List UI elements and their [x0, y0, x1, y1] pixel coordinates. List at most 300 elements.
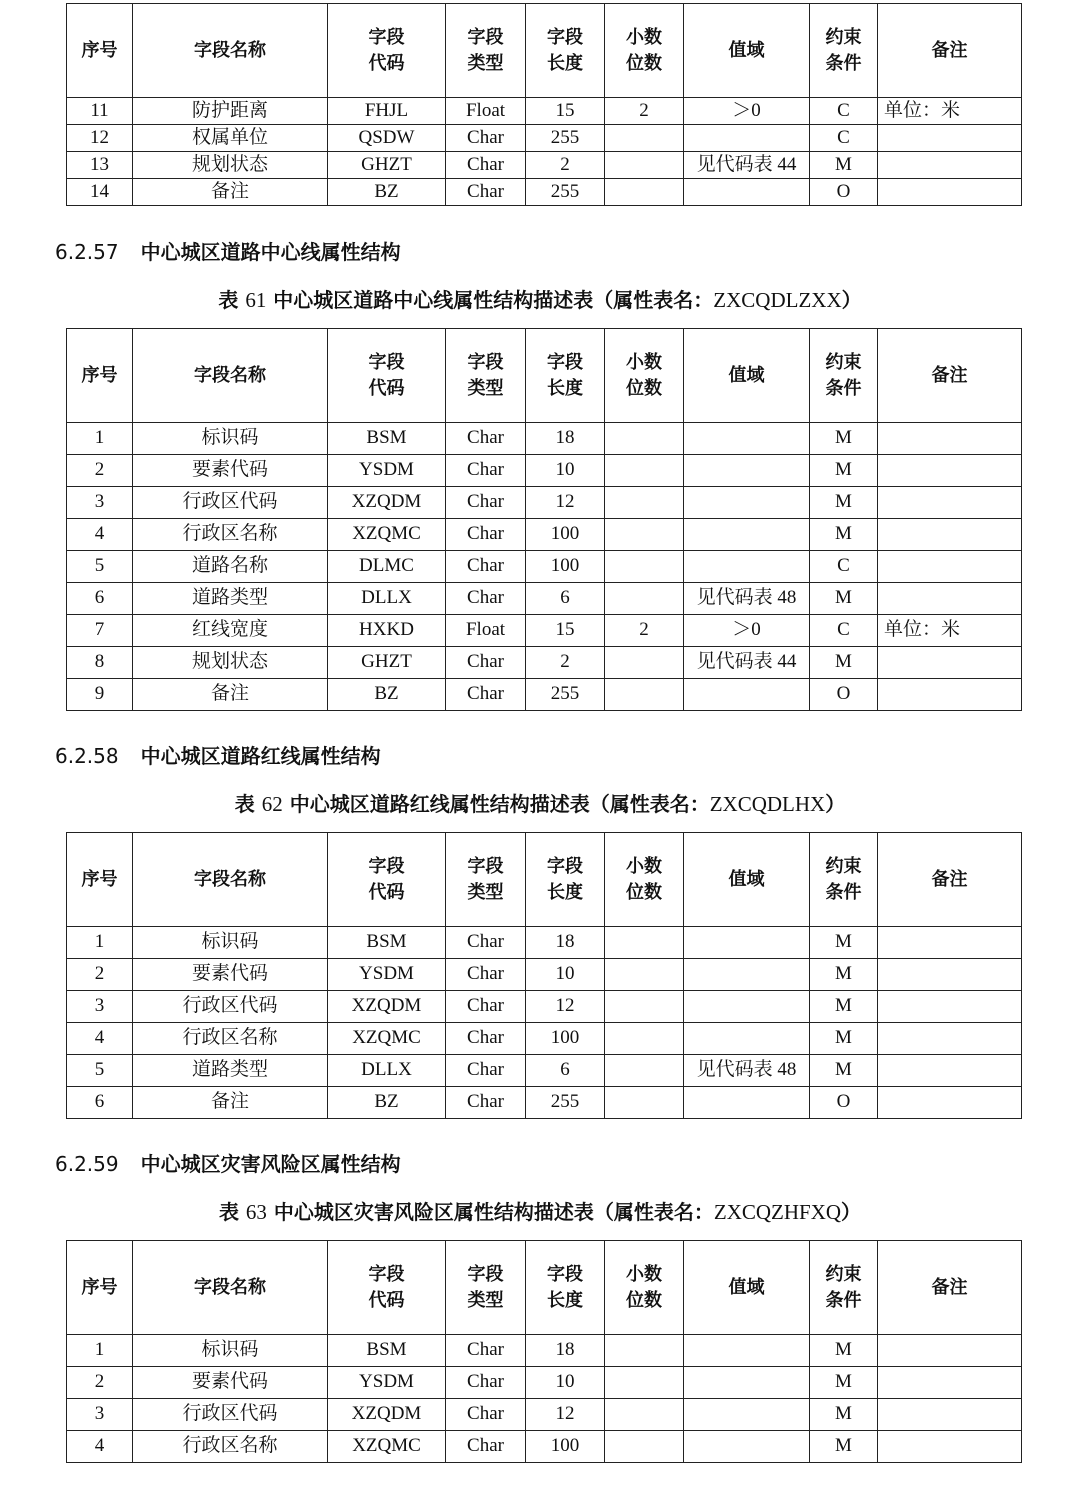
- value-domain-cell: 见代码表 48: [684, 1055, 810, 1087]
- field-type-cell: Char: [446, 583, 526, 615]
- constraint-cell: C: [810, 125, 878, 152]
- field-name-cell: 要素代码: [133, 1367, 328, 1399]
- field-length-cell: 18: [526, 1335, 605, 1367]
- decimal-cell: [605, 1399, 684, 1431]
- table-row: [67, 583, 1022, 615]
- value-domain-cell: [684, 1023, 810, 1055]
- seq-cell: 13: [67, 152, 133, 179]
- field-type-cell: Char: [446, 1087, 526, 1119]
- note-cell: [878, 927, 1022, 959]
- constraint-cell: M: [810, 455, 878, 487]
- note-cell: [878, 959, 1022, 991]
- constraint-cell: C: [810, 551, 878, 583]
- decimal-cell: 2: [605, 615, 684, 647]
- value-domain-cell: [684, 125, 810, 152]
- seq-cell: 2: [67, 455, 133, 487]
- decimal-cell: [605, 152, 684, 179]
- table-row: [67, 1335, 1022, 1367]
- constraint-cell: M: [810, 927, 878, 959]
- field-name-cell: 要素代码: [133, 959, 328, 991]
- field-type-cell: Char: [446, 487, 526, 519]
- caption-code: ZXCQDLZXX: [713, 288, 842, 312]
- header-decimal: 小数 位数: [605, 329, 684, 423]
- field-name-cell: 备注: [133, 179, 328, 206]
- header-row: [67, 833, 1022, 927]
- seq-cell: 9: [67, 679, 133, 711]
- header-field-code: 字段 代码: [328, 833, 446, 927]
- table-row: [67, 1431, 1022, 1463]
- note-cell: [878, 455, 1022, 487]
- field-length-cell: 12: [526, 1399, 605, 1431]
- value-domain-cell: 见代码表 44: [684, 647, 810, 679]
- value-domain-cell: [684, 519, 810, 551]
- table-row: [67, 959, 1022, 991]
- field-length-cell: 2: [526, 647, 605, 679]
- seq-cell: 2: [67, 959, 133, 991]
- field-code-cell: YSDM: [328, 1367, 446, 1399]
- table-row: [67, 125, 1022, 152]
- caption-label: 表: [234, 792, 255, 816]
- constraint-cell: M: [810, 423, 878, 455]
- caption-label: 表: [218, 288, 239, 312]
- header-decimal: 小数 位数: [605, 1241, 684, 1335]
- field-type-cell: Char: [446, 927, 526, 959]
- seq-cell: 1: [67, 1335, 133, 1367]
- table-row: [67, 927, 1022, 959]
- value-domain-cell: ＞0: [684, 98, 810, 125]
- section-title: 中心城区灾害风险区属性结构: [140, 1152, 401, 1176]
- header-field-code: 字段 代码: [328, 329, 446, 423]
- constraint-cell: M: [810, 1431, 878, 1463]
- field-type-cell: Char: [446, 519, 526, 551]
- note-cell: [878, 1367, 1022, 1399]
- header-value-domain: 值域: [684, 4, 810, 98]
- note-cell: [878, 647, 1022, 679]
- header-field-name: 字段名称: [133, 329, 328, 423]
- field-type-cell: Char: [446, 959, 526, 991]
- seq-cell: 6: [67, 1087, 133, 1119]
- header-field-length: 字段 长度: [526, 329, 605, 423]
- header-constraint: 约束 条件: [810, 833, 878, 927]
- caption-code: ZXCQZHFXQ: [713, 1200, 842, 1224]
- value-domain-cell: [684, 487, 810, 519]
- constraint-cell: M: [810, 519, 878, 551]
- field-type-cell: Char: [446, 551, 526, 583]
- field-length-cell: 18: [526, 927, 605, 959]
- decimal-cell: [605, 551, 684, 583]
- field-length-cell: 255: [526, 1087, 605, 1119]
- decimal-cell: [605, 423, 684, 455]
- note-cell: [878, 152, 1022, 179]
- field-length-cell: 18: [526, 423, 605, 455]
- table-62: [66, 832, 1022, 1119]
- section-number: 6.2.58: [55, 744, 119, 768]
- field-length-cell: 10: [526, 1367, 605, 1399]
- seq-cell: 7: [67, 615, 133, 647]
- field-name-cell: 标识码: [133, 423, 328, 455]
- header-field-name: 字段名称: [133, 1241, 328, 1335]
- constraint-cell: M: [810, 991, 878, 1023]
- value-domain-cell: [684, 423, 810, 455]
- field-code-cell: BSM: [328, 423, 446, 455]
- seq-cell: 14: [67, 179, 133, 206]
- field-type-cell: Char: [446, 152, 526, 179]
- field-name-cell: 行政区名称: [133, 519, 328, 551]
- table-row: [67, 98, 1022, 125]
- field-length-cell: 100: [526, 551, 605, 583]
- field-name-cell: 防护距离: [133, 98, 328, 125]
- field-type-cell: Char: [446, 991, 526, 1023]
- note-cell: [878, 1055, 1022, 1087]
- value-domain-cell: ＞0: [684, 615, 810, 647]
- field-length-cell: 100: [526, 519, 605, 551]
- note-cell: [878, 125, 1022, 152]
- decimal-cell: [605, 1431, 684, 1463]
- decimal-cell: 2: [605, 98, 684, 125]
- header-value-domain: 值域: [684, 833, 810, 927]
- field-type-cell: Char: [446, 125, 526, 152]
- field-code-cell: DLLX: [328, 583, 446, 615]
- section-heading-6-2-57: [55, 236, 401, 265]
- caption-label: 表: [218, 1200, 239, 1224]
- decimal-cell: [605, 1023, 684, 1055]
- header-field-type: 字段 类型: [446, 329, 526, 423]
- field-name-cell: 道路类型: [133, 583, 328, 615]
- table-row: [67, 1399, 1022, 1431]
- header-note: 备注: [878, 1241, 1022, 1335]
- field-code-cell: XZQMC: [328, 519, 446, 551]
- table-caption-61: [0, 284, 1080, 313]
- constraint-cell: M: [810, 487, 878, 519]
- field-length-cell: 6: [526, 1055, 605, 1087]
- decimal-cell: [605, 125, 684, 152]
- table-row: [67, 519, 1022, 551]
- constraint-cell: C: [810, 98, 878, 125]
- note-cell: [878, 583, 1022, 615]
- value-domain-cell: [684, 455, 810, 487]
- field-code-cell: XZQDM: [328, 487, 446, 519]
- seq-cell: 5: [67, 551, 133, 583]
- field-name-cell: 行政区代码: [133, 1399, 328, 1431]
- constraint-cell: O: [810, 179, 878, 206]
- field-name-cell: 标识码: [133, 927, 328, 959]
- constraint-cell: M: [810, 1055, 878, 1087]
- field-length-cell: 6: [526, 583, 605, 615]
- decimal-cell: [605, 679, 684, 711]
- header-seq: 序号: [67, 1241, 133, 1335]
- field-name-cell: 道路名称: [133, 551, 328, 583]
- field-name-cell: 备注: [133, 679, 328, 711]
- decimal-cell: [605, 179, 684, 206]
- field-length-cell: 2: [526, 152, 605, 179]
- constraint-cell: M: [810, 583, 878, 615]
- note-cell: [878, 179, 1022, 206]
- table-row: [67, 455, 1022, 487]
- header-seq: 序号: [67, 329, 133, 423]
- seq-cell: 12: [67, 125, 133, 152]
- field-length-cell: 15: [526, 98, 605, 125]
- table-row: [67, 1367, 1022, 1399]
- caption-number: 61: [245, 288, 267, 312]
- table-row: [67, 647, 1022, 679]
- header-value-domain: 值域: [684, 1241, 810, 1335]
- header-row: [67, 1241, 1022, 1335]
- header-field-length: 字段 长度: [526, 1241, 605, 1335]
- value-domain-cell: 见代码表 44: [684, 152, 810, 179]
- field-length-cell: 100: [526, 1023, 605, 1055]
- section-number: 6.2.57: [55, 240, 119, 264]
- field-code-cell: BZ: [328, 179, 446, 206]
- field-type-cell: Char: [446, 1023, 526, 1055]
- table-row: [67, 152, 1022, 179]
- field-length-cell: 10: [526, 959, 605, 991]
- note-cell: [878, 991, 1022, 1023]
- header-field-type: 字段 类型: [446, 4, 526, 98]
- field-name-cell: 要素代码: [133, 455, 328, 487]
- seq-cell: 5: [67, 1055, 133, 1087]
- seq-cell: 3: [67, 1399, 133, 1431]
- seq-cell: 4: [67, 1431, 133, 1463]
- decimal-cell: [605, 1335, 684, 1367]
- table-row: [67, 179, 1022, 206]
- field-type-cell: Float: [446, 98, 526, 125]
- header-row: [67, 329, 1022, 423]
- constraint-cell: M: [810, 1367, 878, 1399]
- header-constraint: 约束 条件: [810, 4, 878, 98]
- decimal-cell: [605, 647, 684, 679]
- field-length-cell: 100: [526, 1431, 605, 1463]
- field-length-cell: 10: [526, 455, 605, 487]
- decimal-cell: [605, 1087, 684, 1119]
- caption-close: ）: [841, 1200, 862, 1224]
- note-cell: [878, 679, 1022, 711]
- note-cell: 单位：米: [878, 98, 1022, 125]
- note-cell: [878, 519, 1022, 551]
- field-code-cell: DLMC: [328, 551, 446, 583]
- value-domain-cell: [684, 959, 810, 991]
- field-code-cell: XZQDM: [328, 991, 446, 1023]
- header-seq: 序号: [67, 4, 133, 98]
- decimal-cell: [605, 487, 684, 519]
- field-type-cell: Char: [446, 1335, 526, 1367]
- note-cell: [878, 1431, 1022, 1463]
- header-note: 备注: [878, 329, 1022, 423]
- header-seq: 序号: [67, 833, 133, 927]
- table-row: [67, 991, 1022, 1023]
- field-name-cell: 权属单位: [133, 125, 328, 152]
- header-field-type: 字段 类型: [446, 1241, 526, 1335]
- field-name-cell: 行政区代码: [133, 487, 328, 519]
- table-caption-63: [0, 1196, 1080, 1225]
- value-domain-cell: [684, 679, 810, 711]
- table-row: [67, 551, 1022, 583]
- field-code-cell: HXKD: [328, 615, 446, 647]
- section-title: 中心城区道路红线属性结构: [140, 744, 381, 768]
- seq-cell: 2: [67, 1367, 133, 1399]
- header-constraint: 约束 条件: [810, 1241, 878, 1335]
- field-code-cell: BSM: [328, 1335, 446, 1367]
- field-type-cell: Char: [446, 1367, 526, 1399]
- field-length-cell: 12: [526, 991, 605, 1023]
- constraint-cell: M: [810, 1399, 878, 1431]
- section-title: 中心城区道路中心线属性结构: [140, 240, 401, 264]
- value-domain-cell: [684, 1367, 810, 1399]
- value-domain-cell: [684, 1399, 810, 1431]
- header-row: [67, 4, 1022, 98]
- seq-cell: 11: [67, 98, 133, 125]
- seq-cell: 3: [67, 487, 133, 519]
- field-code-cell: YSDM: [328, 455, 446, 487]
- constraint-cell: M: [810, 647, 878, 679]
- section-number: 6.2.59: [55, 1152, 119, 1176]
- value-domain-cell: [684, 991, 810, 1023]
- table-61: [66, 328, 1022, 711]
- note-cell: [878, 487, 1022, 519]
- field-type-cell: Char: [446, 423, 526, 455]
- field-name-cell: 行政区名称: [133, 1023, 328, 1055]
- field-name-cell: 红线宽度: [133, 615, 328, 647]
- field-length-cell: 12: [526, 487, 605, 519]
- field-code-cell: GHZT: [328, 152, 446, 179]
- note-cell: 单位：米: [878, 615, 1022, 647]
- caption-title: 中心城区灾害风险区属性结构描述表（属性表名：: [273, 1200, 714, 1224]
- decimal-cell: [605, 927, 684, 959]
- caption-title: 中心城区道路中心线属性结构描述表（属性表名：: [273, 288, 714, 312]
- header-field-code: 字段 代码: [328, 1241, 446, 1335]
- field-type-cell: Char: [446, 647, 526, 679]
- caption-code: ZXCQDLHX: [709, 792, 826, 816]
- header-decimal: 小数 位数: [605, 833, 684, 927]
- field-length-cell: 255: [526, 125, 605, 152]
- table-row: [67, 615, 1022, 647]
- table-63: [66, 1240, 1022, 1463]
- decimal-cell: [605, 1055, 684, 1087]
- table-row: [67, 1055, 1022, 1087]
- constraint-cell: C: [810, 615, 878, 647]
- table-caption-62: [0, 788, 1080, 817]
- decimal-cell: [605, 959, 684, 991]
- field-code-cell: BSM: [328, 927, 446, 959]
- header-field-type: 字段 类型: [446, 833, 526, 927]
- caption-title: 中心城区道路红线属性结构描述表（属性表名：: [289, 792, 710, 816]
- header-decimal: 小数 位数: [605, 4, 684, 98]
- header-field-name: 字段名称: [133, 833, 328, 927]
- decimal-cell: [605, 1367, 684, 1399]
- header-value-domain: 值域: [684, 329, 810, 423]
- constraint-cell: O: [810, 1087, 878, 1119]
- field-type-cell: Float: [446, 615, 526, 647]
- constraint-cell: M: [810, 1335, 878, 1367]
- section-heading-6-2-58: [55, 740, 381, 769]
- value-domain-cell: [684, 1335, 810, 1367]
- constraint-cell: M: [810, 959, 878, 991]
- table-row: [67, 679, 1022, 711]
- field-length-cell: 255: [526, 679, 605, 711]
- decimal-cell: [605, 991, 684, 1023]
- field-type-cell: Char: [446, 1431, 526, 1463]
- value-domain-cell: [684, 1431, 810, 1463]
- note-cell: [878, 551, 1022, 583]
- field-type-cell: Char: [446, 455, 526, 487]
- seq-cell: 3: [67, 991, 133, 1023]
- note-cell: [878, 1399, 1022, 1431]
- caption-number: 63: [245, 1200, 267, 1224]
- decimal-cell: [605, 455, 684, 487]
- section-heading-6-2-59: [55, 1148, 401, 1177]
- field-code-cell: YSDM: [328, 959, 446, 991]
- table-continued: [66, 3, 1022, 206]
- field-length-cell: 15: [526, 615, 605, 647]
- note-cell: [878, 423, 1022, 455]
- field-type-cell: Char: [446, 1055, 526, 1087]
- value-domain-cell: 见代码表 48: [684, 583, 810, 615]
- table-row: [67, 487, 1022, 519]
- constraint-cell: O: [810, 679, 878, 711]
- field-name-cell: 规划状态: [133, 647, 328, 679]
- field-name-cell: 规划状态: [133, 152, 328, 179]
- field-code-cell: XZQDM: [328, 1399, 446, 1431]
- table-row: [67, 423, 1022, 455]
- table-row: [67, 1087, 1022, 1119]
- header-field-name: 字段名称: [133, 4, 328, 98]
- seq-cell: 6: [67, 583, 133, 615]
- field-code-cell: BZ: [328, 1087, 446, 1119]
- constraint-cell: M: [810, 1023, 878, 1055]
- field-code-cell: GHZT: [328, 647, 446, 679]
- field-code-cell: QSDW: [328, 125, 446, 152]
- field-name-cell: 标识码: [133, 1335, 328, 1367]
- header-note: 备注: [878, 4, 1022, 98]
- field-type-cell: Char: [446, 679, 526, 711]
- field-name-cell: 行政区名称: [133, 1431, 328, 1463]
- note-cell: [878, 1087, 1022, 1119]
- field-type-cell: Char: [446, 179, 526, 206]
- field-name-cell: 备注: [133, 1087, 328, 1119]
- caption-close: ）: [841, 288, 862, 312]
- decimal-cell: [605, 583, 684, 615]
- table-row: [67, 1023, 1022, 1055]
- value-domain-cell: [684, 1087, 810, 1119]
- seq-cell: 1: [67, 423, 133, 455]
- header-field-code: 字段 代码: [328, 4, 446, 98]
- field-code-cell: DLLX: [328, 1055, 446, 1087]
- header-constraint: 约束 条件: [810, 329, 878, 423]
- field-code-cell: BZ: [328, 679, 446, 711]
- value-domain-cell: [684, 179, 810, 206]
- note-cell: [878, 1023, 1022, 1055]
- value-domain-cell: [684, 551, 810, 583]
- header-note: 备注: [878, 833, 1022, 927]
- header-field-length: 字段 长度: [526, 833, 605, 927]
- caption-close: ）: [825, 792, 846, 816]
- field-code-cell: XZQMC: [328, 1023, 446, 1055]
- field-type-cell: Char: [446, 1399, 526, 1431]
- note-cell: [878, 1335, 1022, 1367]
- decimal-cell: [605, 519, 684, 551]
- seq-cell: 4: [67, 519, 133, 551]
- constraint-cell: M: [810, 152, 878, 179]
- caption-number: 62: [261, 792, 283, 816]
- field-length-cell: 255: [526, 179, 605, 206]
- header-field-length: 字段 长度: [526, 4, 605, 98]
- value-domain-cell: [684, 927, 810, 959]
- field-name-cell: 道路类型: [133, 1055, 328, 1087]
- seq-cell: 1: [67, 927, 133, 959]
- seq-cell: 8: [67, 647, 133, 679]
- field-code-cell: XZQMC: [328, 1431, 446, 1463]
- field-name-cell: 行政区代码: [133, 991, 328, 1023]
- seq-cell: 4: [67, 1023, 133, 1055]
